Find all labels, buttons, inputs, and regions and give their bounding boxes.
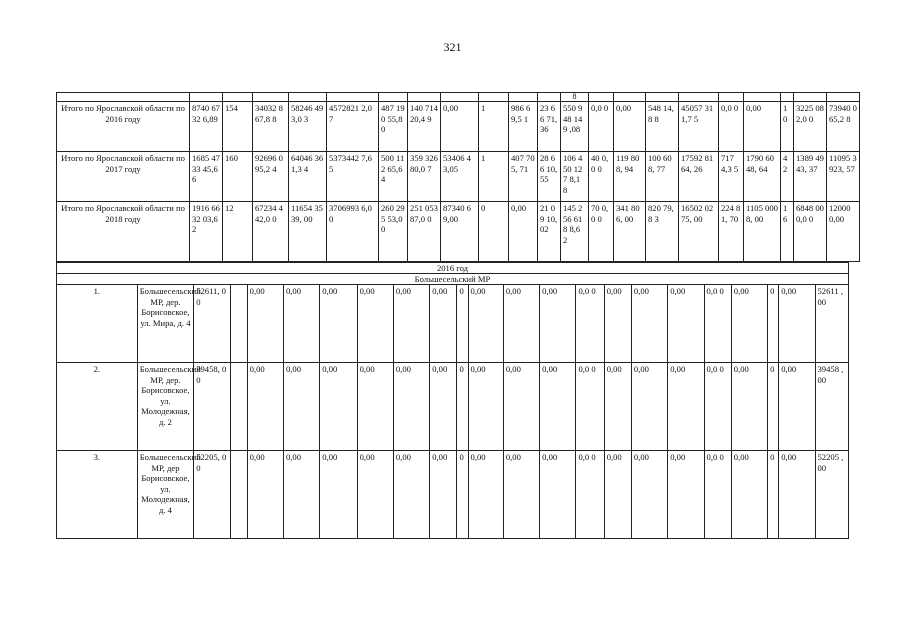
- summary-cell: 0,0 0: [589, 102, 614, 152]
- summary-cell: 64046 361,3 4: [289, 152, 327, 202]
- summary-row: [57, 102, 860, 152]
- detail-cell: 0,0 0: [576, 285, 604, 363]
- summary-cell: 106 450 127 8,1 8: [561, 152, 589, 202]
- detail-cell: 52205 ,00: [815, 451, 849, 539]
- summary-cell: 92696 095,2 4: [253, 152, 289, 202]
- summary-cell: 550 948 149 ,08: [561, 102, 589, 152]
- detail-cell: 52611 ,00: [815, 285, 849, 363]
- detail-table: [56, 262, 849, 539]
- summary-cell: 11654 3539, 00: [289, 202, 327, 262]
- detail-cell: [230, 363, 247, 451]
- summary-cell: 0,00: [509, 202, 538, 262]
- summary-cell: 6848 000,0 0: [794, 202, 827, 262]
- summary-cell: 58246 493,0 3: [289, 102, 327, 152]
- detail-cell: 0,00: [779, 363, 815, 451]
- summary-cell: 73940 065,2 8: [827, 102, 860, 152]
- cost-cell: 52611, 00: [194, 285, 230, 363]
- year-header: 2016 год: [57, 263, 849, 274]
- summary-cell: 1685 4733 45,6 6: [190, 152, 223, 202]
- detail-cell: 0,00: [430, 363, 457, 451]
- summary-cell: 11095 3923, 57: [827, 152, 860, 202]
- detail-cell: [230, 451, 247, 539]
- detail-cell: 39458 ,00: [815, 363, 849, 451]
- detail-cell: 0,00: [393, 451, 429, 539]
- detail-cell: 0,00: [631, 451, 667, 539]
- summary-cell: 53406 43,05: [441, 152, 479, 202]
- summary-cell: 407 705, 71: [509, 152, 538, 202]
- summary-cell: 1389 4943, 37: [794, 152, 827, 202]
- summary-cell: 260 295 53,0 0: [379, 202, 408, 262]
- detail-cell: [230, 285, 247, 363]
- summary-cell: 12000 0,00: [827, 202, 860, 262]
- summary-cell: 70 0,0 0: [589, 202, 614, 262]
- summary-row: [57, 202, 860, 262]
- summary-label: Итого по Ярославской области по 2017 году: [57, 152, 190, 202]
- detail-cell: 0,0 0: [704, 285, 731, 363]
- detail-cell: 0: [768, 285, 779, 363]
- detail-cell: 0,00: [503, 285, 539, 363]
- detail-row: [57, 451, 849, 539]
- summary-cell: 1916 6632 03,6 2: [190, 202, 223, 262]
- detail-cell: 0,00: [540, 451, 576, 539]
- summary-cell: 12: [223, 202, 253, 262]
- summary-cell: 717 4,3 5: [719, 152, 744, 202]
- detail-cell: 0,00: [540, 285, 576, 363]
- detail-cell: 0,00: [631, 285, 667, 363]
- summary-cell: 3225 082,0 0: [794, 102, 827, 152]
- detail-cell: 0,0 0: [576, 363, 604, 451]
- summary-cell: 17592 8164, 26: [679, 152, 719, 202]
- detail-cell: 0: [457, 451, 468, 539]
- district-header: Большесельский МР: [57, 274, 849, 285]
- summary-cell: 1 0: [781, 102, 794, 152]
- detail-cell: 0,00: [731, 451, 767, 539]
- year-header-row: [57, 263, 849, 274]
- detail-cell: 0,00: [540, 363, 576, 451]
- detail-cell: 0,00: [604, 285, 631, 363]
- detail-cell: 0,00: [393, 285, 429, 363]
- summary-cell: 40 0,0 0: [589, 152, 614, 202]
- summary-cell: 500 112 65,6 4: [379, 152, 408, 202]
- summary-cell: 0,00: [744, 102, 781, 152]
- summary-cell: 251 053 87,0 0: [408, 202, 441, 262]
- summary-cell: 119 808, 94: [614, 152, 646, 202]
- summary-table: [56, 92, 860, 262]
- detail-cell: 0,00: [668, 363, 704, 451]
- detail-cell: 0: [768, 363, 779, 451]
- detail-cell: 0: [457, 285, 468, 363]
- detail-cell: 0: [768, 451, 779, 539]
- summary-cell: 0,0 0: [719, 102, 744, 152]
- detail-cell: 0,00: [430, 285, 457, 363]
- detail-cell: 0,00: [668, 285, 704, 363]
- summary-cell: 341 806, 00: [614, 202, 646, 262]
- detail-cell: 0,00: [283, 363, 319, 451]
- summary-cell: 5373442 7,65: [327, 152, 379, 202]
- detail-row: [57, 285, 849, 363]
- detail-cell: 0,00: [283, 451, 319, 539]
- summary-cell: 1 6: [781, 202, 794, 262]
- summary-cell: 28 66 10, 55: [538, 152, 561, 202]
- detail-cell: 0: [457, 363, 468, 451]
- detail-cell: 0,00: [357, 363, 393, 451]
- summary-cell: 67234 442,0 0: [253, 202, 289, 262]
- detail-cell: 0,00: [779, 451, 815, 539]
- summary-cell: 0,00: [614, 102, 646, 152]
- cost-cell: 39458, 00: [194, 363, 230, 451]
- top-strip-cell: 8: [561, 93, 589, 102]
- summary-cell: 23 66 71, 36: [538, 102, 561, 152]
- row-number: 2.: [57, 363, 138, 451]
- detail-cell: 0,00: [357, 285, 393, 363]
- detail-cell: 0,00: [357, 451, 393, 539]
- summary-cell: 224 81, 70: [719, 202, 744, 262]
- detail-cell: 0,00: [247, 451, 283, 539]
- cost-cell: 52205, 00: [194, 451, 230, 539]
- summary-cell: 359 326 80,0 7: [408, 152, 441, 202]
- summary-cell: 16502 0275, 00: [679, 202, 719, 262]
- summary-cell: 1: [479, 102, 509, 152]
- summary-cell: 986 69,5 1: [509, 102, 538, 152]
- summary-cell: 145 256 618 8,6 2: [561, 202, 589, 262]
- summary-cell: 4 2: [781, 152, 794, 202]
- detail-cell: 0,00: [604, 451, 631, 539]
- summary-cell: 154: [223, 102, 253, 152]
- summary-cell: 1790 6048, 64: [744, 152, 781, 202]
- detail-cell: 0,00: [283, 285, 319, 363]
- object-address: Большесельский МР, дер. Борисовское, ул. Молодежная, д. 2: [137, 363, 193, 451]
- detail-cell: 0,00: [668, 451, 704, 539]
- detail-cell: 0,00: [468, 285, 503, 363]
- detail-cell: 0,00: [503, 363, 539, 451]
- detail-cell: 0,0 0: [704, 451, 731, 539]
- detail-cell: 0,00: [468, 363, 503, 451]
- summary-row: [57, 152, 860, 202]
- detail-cell: 0,00: [430, 451, 457, 539]
- detail-cell: 0,00: [503, 451, 539, 539]
- summary-cell: 0,00: [441, 102, 479, 152]
- summary-cell: 160: [223, 152, 253, 202]
- detail-cell: 0,0 0: [576, 451, 604, 539]
- summary-cell: 3706993 6,00: [327, 202, 379, 262]
- summary-cell: 548 14,8 8: [646, 102, 679, 152]
- detail-cell: 0,00: [731, 285, 767, 363]
- detail-cell: 0,00: [320, 451, 357, 539]
- detail-cell: 0,00: [779, 285, 815, 363]
- detail-cell: 0,00: [731, 363, 767, 451]
- detail-cell: 0,00: [320, 363, 357, 451]
- summary-cell: 45057 311,7 5: [679, 102, 719, 152]
- row-number: 1.: [57, 285, 138, 363]
- summary-cell: 0: [479, 202, 509, 262]
- summary-cell: 34032 867,8 8: [253, 102, 289, 152]
- row-number: 3.: [57, 451, 138, 539]
- summary-cell: 21 09 10, 02: [538, 202, 561, 262]
- detail-cell: 0,00: [468, 451, 503, 539]
- detail-row: [57, 363, 849, 451]
- summary-cell: 4572821 2,07: [327, 102, 379, 152]
- page-number: 321: [443, 40, 462, 54]
- district-header-row: [57, 274, 849, 285]
- detail-cell: 0,00: [393, 363, 429, 451]
- summary-cell: 100 608, 77: [646, 152, 679, 202]
- summary-cell: 8740 6732 6,89: [190, 102, 223, 152]
- detail-cell: 0,00: [247, 363, 283, 451]
- detail-cell: 0,00: [631, 363, 667, 451]
- summary-cell: 820 79,8 3: [646, 202, 679, 262]
- summary-cell: 87340 69,00: [441, 202, 479, 262]
- detail-cell: 0,00: [604, 363, 631, 451]
- detail-cell: 0,00: [247, 285, 283, 363]
- top-strip-row: [57, 93, 860, 102]
- summary-cell: 1: [479, 152, 509, 202]
- object-address: Большесельский МР, дер Борисовское, ул. Молодежная, д. 4: [137, 451, 193, 539]
- summary-label: Итого по Ярославской области по 2016 году: [57, 102, 190, 152]
- object-address: Большесельский МР, дер. Борисовское, ул. Мира, д. 4: [137, 285, 193, 363]
- detail-cell: 0,0 0: [704, 363, 731, 451]
- summary-cell: 140 714 20,4 9: [408, 102, 441, 152]
- detail-cell: 0,00: [320, 285, 357, 363]
- summary-cell: 487 190 55,8 0: [379, 102, 408, 152]
- summary-label: Итого по Ярославской области по 2018 году: [57, 202, 190, 262]
- summary-cell: 1105 0008, 00: [744, 202, 781, 262]
